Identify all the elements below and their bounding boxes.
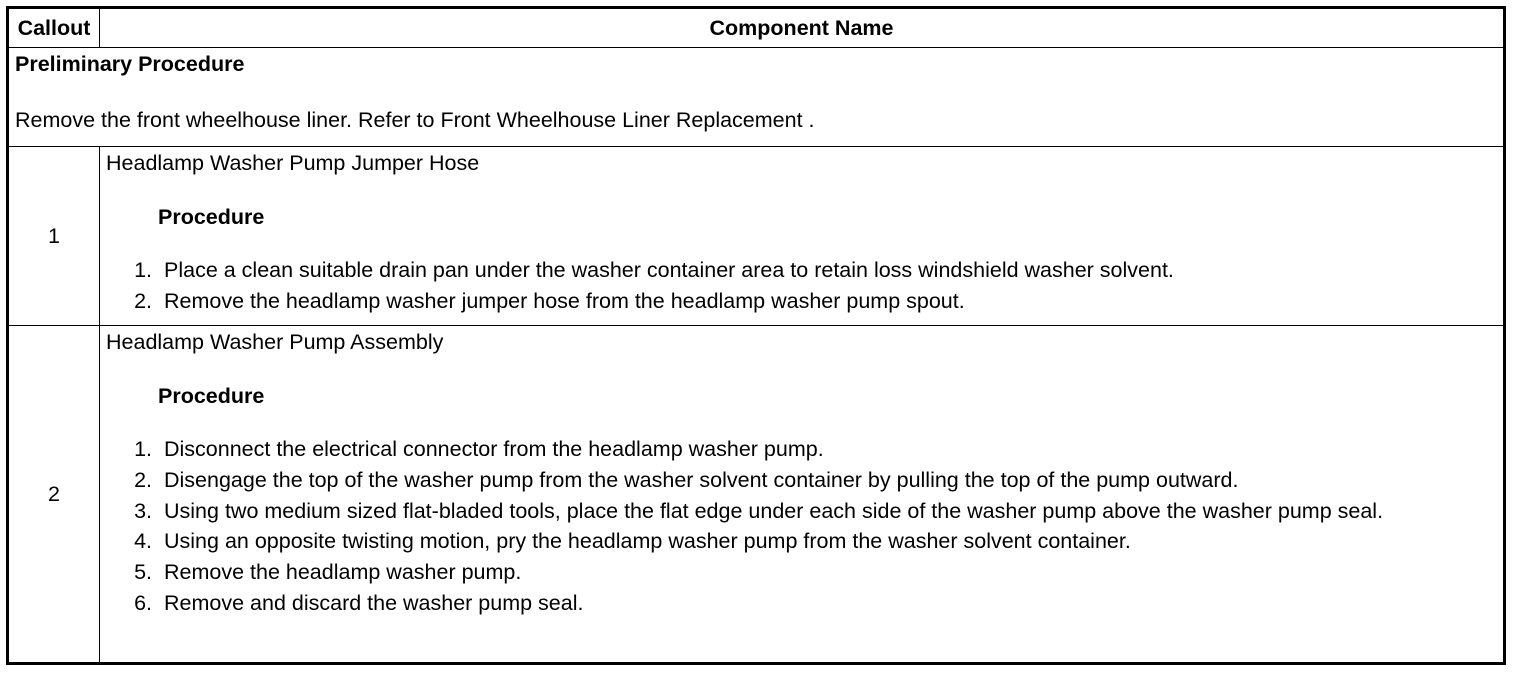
table-row [8, 147, 1505, 326]
component-cell [100, 326, 1505, 664]
procedure-label: Procedure [158, 205, 265, 229]
preliminary-procedure-cell [8, 48, 1505, 147]
procedure-step: 3. Using two medium sized flat-bladed tools, place the flat edge under each side of the washer pump above the washer pump seal. [158, 496, 1497, 526]
procedure-step: 2. Remove the headlamp washer jumper hose from the headlamp washer pump spout. [158, 286, 1497, 317]
callout-column-header: Callout [8, 8, 100, 48]
procedure-document [6, 6, 1506, 676]
callout-number: 2 [8, 326, 100, 664]
preliminary-procedure-row [8, 48, 1505, 147]
procedure-label: Procedure [158, 384, 265, 408]
procedure-step: 1. Disconnect the electrical connector from the headlamp washer pump. [158, 434, 1497, 465]
component-name: Headlamp Washer Pump Assembly [106, 330, 444, 354]
procedure-table [6, 6, 1506, 665]
procedure-step: 4. Using an opposite twisting motion, pry the headlamp washer pump from the washer solvent container. [158, 526, 1497, 557]
procedure-step: 5. Remove the headlamp washer pump. [158, 557, 1497, 588]
procedure-step: 1. Place a clean suitable drain pan under the washer container area to retain loss windshield washer solvent. [158, 255, 1497, 286]
component-name-column-header: Component Name [100, 8, 1505, 48]
preliminary-procedure-text: Remove the front wheelhouse liner. Refer to Front Wheelhouse Liner Replacement . [15, 108, 815, 132]
component-cell [100, 147, 1505, 326]
callout-number: 1 [8, 147, 100, 326]
table-header-row [8, 8, 1505, 48]
procedure-step: 2. Disengage the top of the washer pump from the washer solvent container by pulling the top of the pump outward. [158, 465, 1497, 496]
procedure-step: 6. Remove and discard the washer pump seal. [158, 588, 1497, 619]
component-name: Headlamp Washer Pump Jumper Hose [106, 151, 480, 175]
procedure-steps [106, 255, 1497, 317]
preliminary-procedure-title: Preliminary Procedure [15, 52, 245, 76]
procedure-steps [106, 434, 1497, 619]
table-row [8, 326, 1505, 664]
